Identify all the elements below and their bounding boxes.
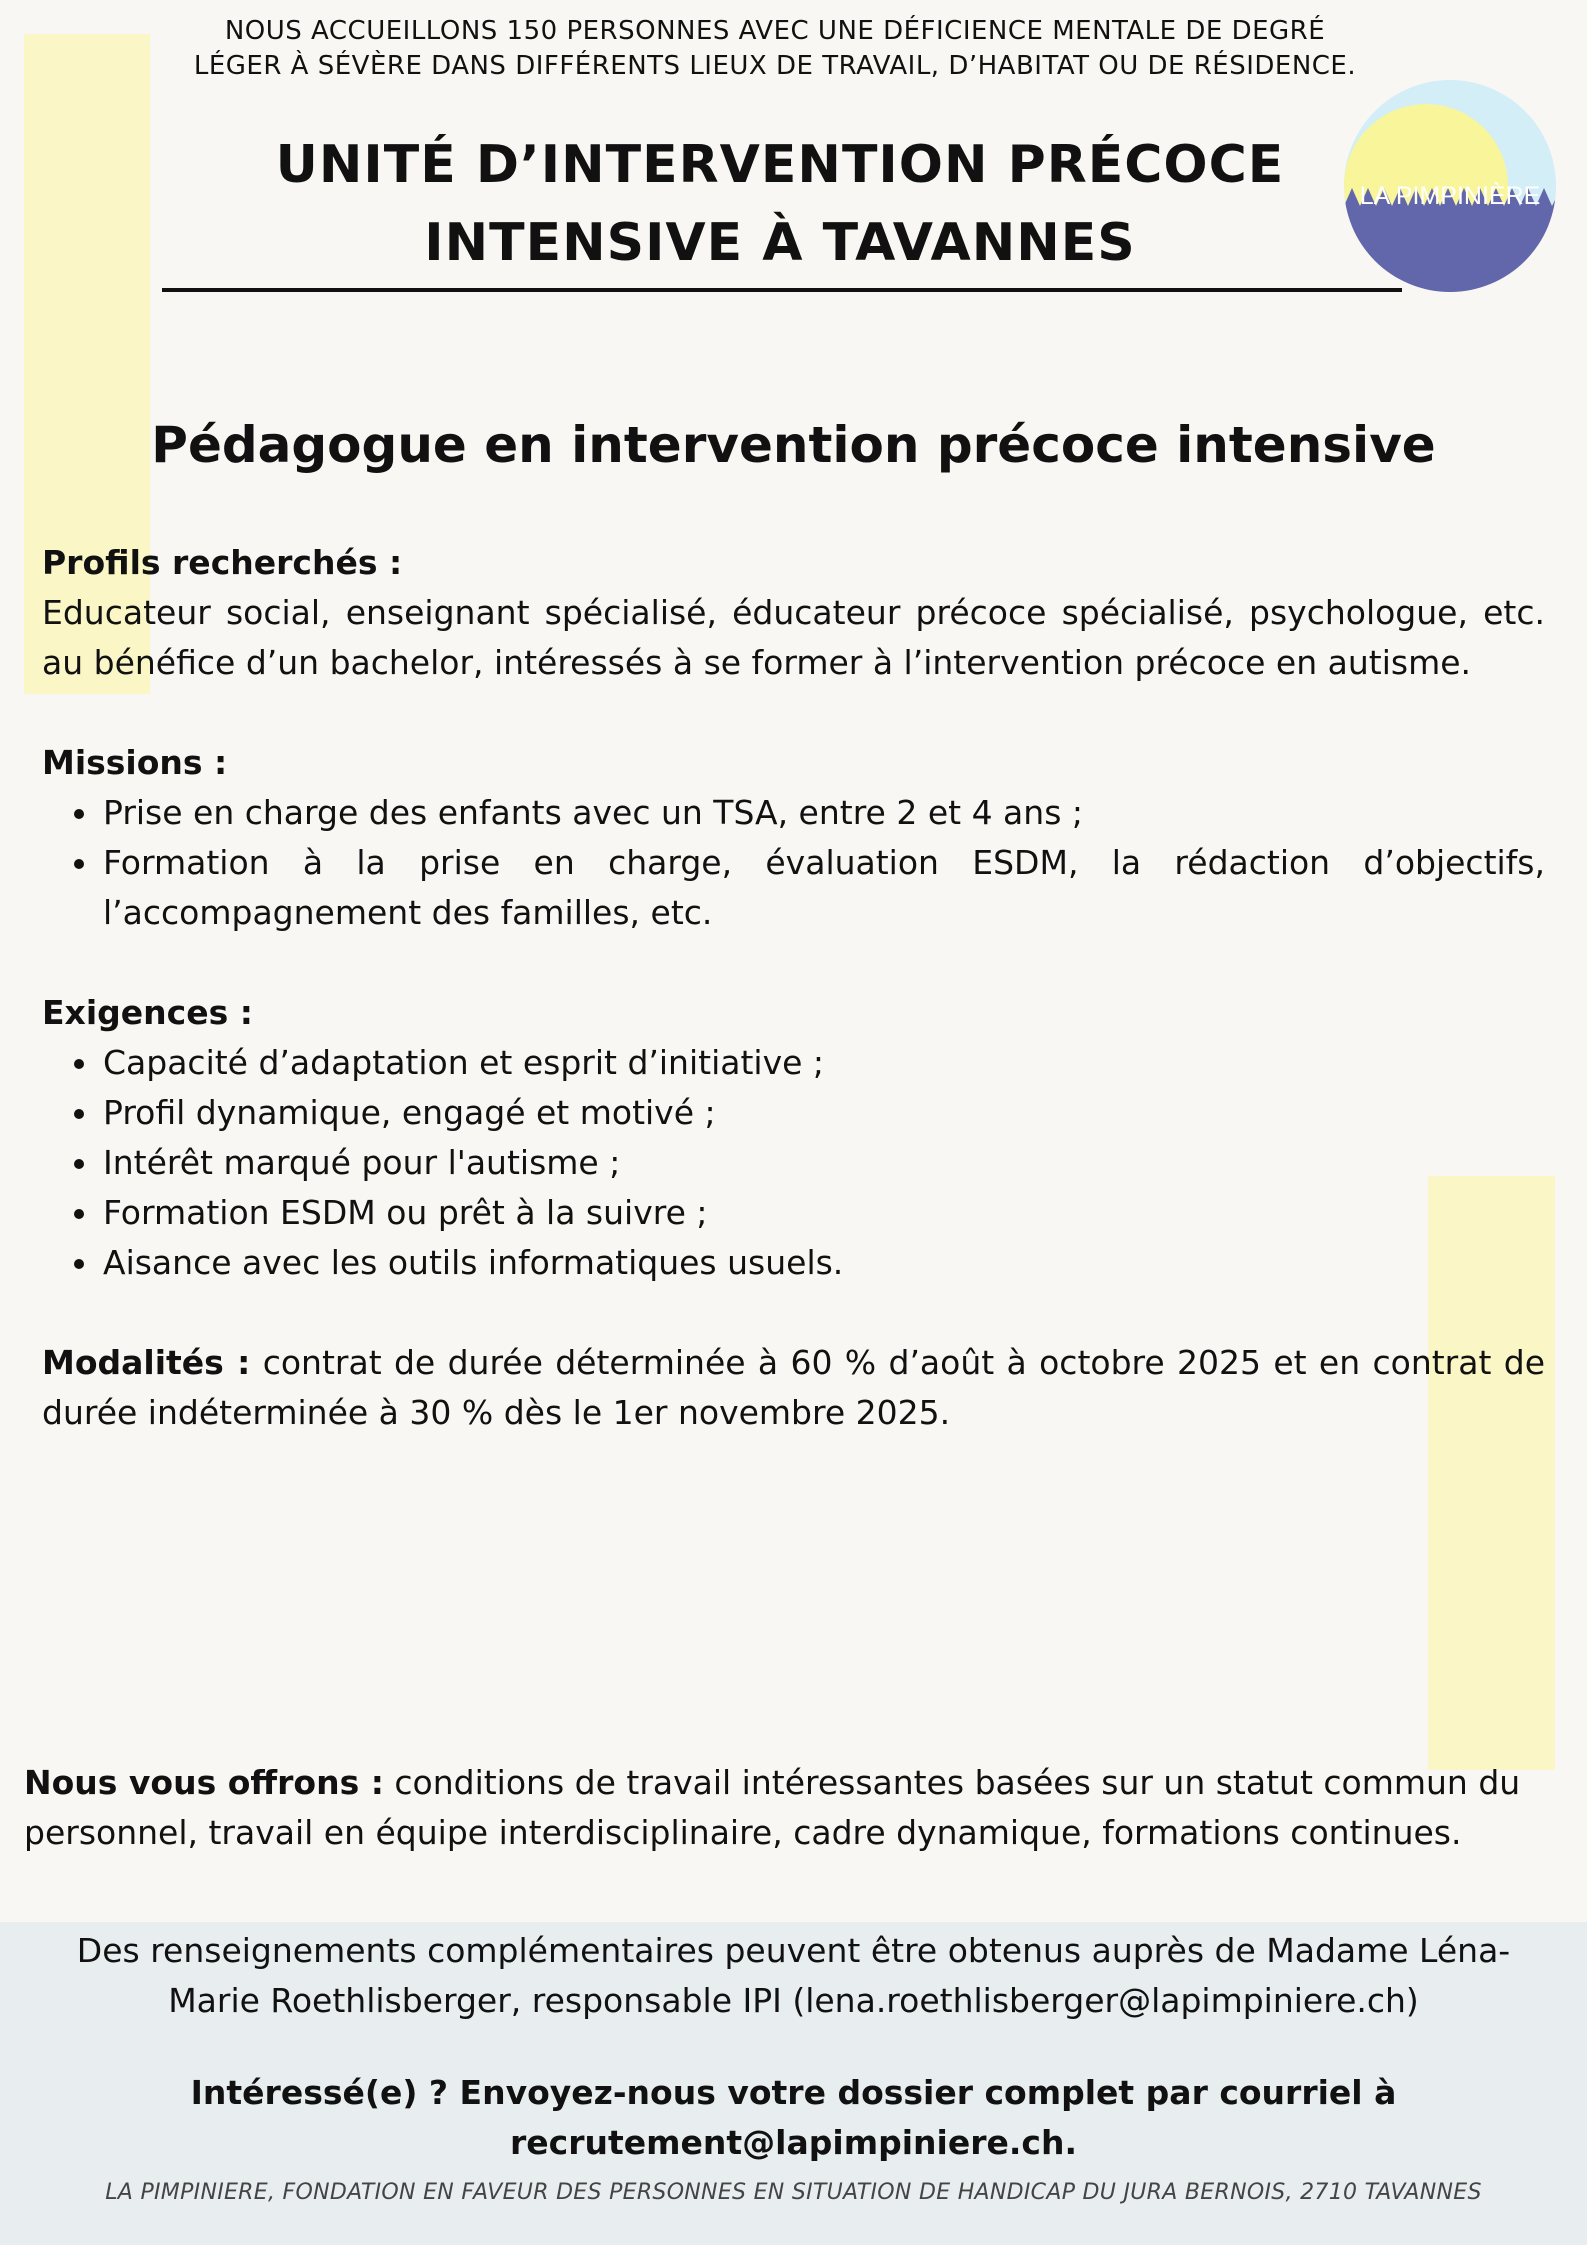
profiles-text: Educateur social, enseignant spécialisé, éducateur précoce spécialisé, psychologue, etc. au bénéfice d’un bachelor, intéressés à se former à l’intervention précoce en autisme. [42,593,1545,682]
section-exigences [42,988,1545,1288]
exigence-item: Profil dynamique, engagé et motivé ; [42,1088,1545,1138]
job-title: Pédagogue en intervention précoce intensive [151,416,1436,474]
profiles-heading: Profils recherchés : [42,543,403,582]
intro-line-2: LÉGER À SÉVÈRE DANS DIFFÉRENTS LIEUX DE TRAVAIL, D’HABITAT OU DE RÉSIDENCE. [193,51,1357,81]
modalites-paragraph [42,1338,1545,1438]
section-profiles [42,538,1545,688]
unit-title-line-1: UNITÉ D’INTERVENTION PRÉCOCE [275,135,1285,195]
offer-label: Nous vous offrons : [24,1763,384,1802]
missions-list [42,788,1545,938]
offer-paragraph [24,1758,1534,1858]
section-offer [24,1758,1534,1858]
footer-foundation: LA PIMPINIERE, FONDATION EN FAVEUR DES PERSONNES EN SITUATION DE HANDICAP DU JURA BERNOIS, 2710 TAVANNES [105,2180,1482,2205]
la-pimpiniere-logo [1344,80,1556,292]
exigence-item: Capacité d’adaptation et esprit d’initiative ; [42,1038,1545,1088]
unit-title-line-2: INTENSIVE À TAVANNES [424,213,1136,273]
offer-text: conditions de travail intéressantes basées sur un statut commun du personnel, travail en équipe interdisciplinaire, cadre dynamique, formations continues. [24,1763,1521,1852]
unit-title [160,126,1400,282]
missions-heading: Missions : [42,743,228,782]
mission-item: Formation à la prise en charge, évaluation ESDM, la rédaction d’objectifs, l’accompagnement des familles, etc. [42,838,1545,938]
modalites-label: Modalités : [42,1343,251,1382]
footer-call-to-action: Intéressé(e) ? Envoyez-nous votre dossier complet par courriel à recrutement@lapimpiniere.ch. [190,2073,1397,2162]
mission-item: Prise en charge des enfants avec un TSA, entre 2 et 4 ans ; [42,788,1545,838]
logo-text: LA PIMPINIÈRE [1359,182,1541,210]
footer-info: Des renseignements complémentaires peuvent être obtenus auprès de Madame Léna-Marie Roethlisberger, responsable IPI (lena.roethlisberger@lapimpiniere.ch) [76,1931,1511,2020]
exigence-item: Intérêt marqué pour l'autisme ; [42,1138,1545,1188]
title-underline [162,288,1402,292]
section-missions [42,738,1545,938]
section-modalites [42,1338,1545,1438]
intro-line-1: NOUS ACCUEILLONS 150 PERSONNES AVEC UNE DÉFICIENCE MENTALE DE DEGRÉ [224,16,1326,46]
exigence-item: Formation ESDM ou prêt à la suivre ; [42,1188,1545,1238]
exigence-item: Aisance avec les outils informatiques usuels. [42,1238,1545,1288]
intro-text [150,14,1400,84]
modalites-text: contrat de durée déterminée à 60 % d’août à octobre 2025 et en contrat de durée indéterminée à 30 % dès le 1er novembre 2025. [42,1343,1546,1432]
exigences-heading: Exigences : [42,993,253,1032]
exigences-list [42,1038,1545,1288]
